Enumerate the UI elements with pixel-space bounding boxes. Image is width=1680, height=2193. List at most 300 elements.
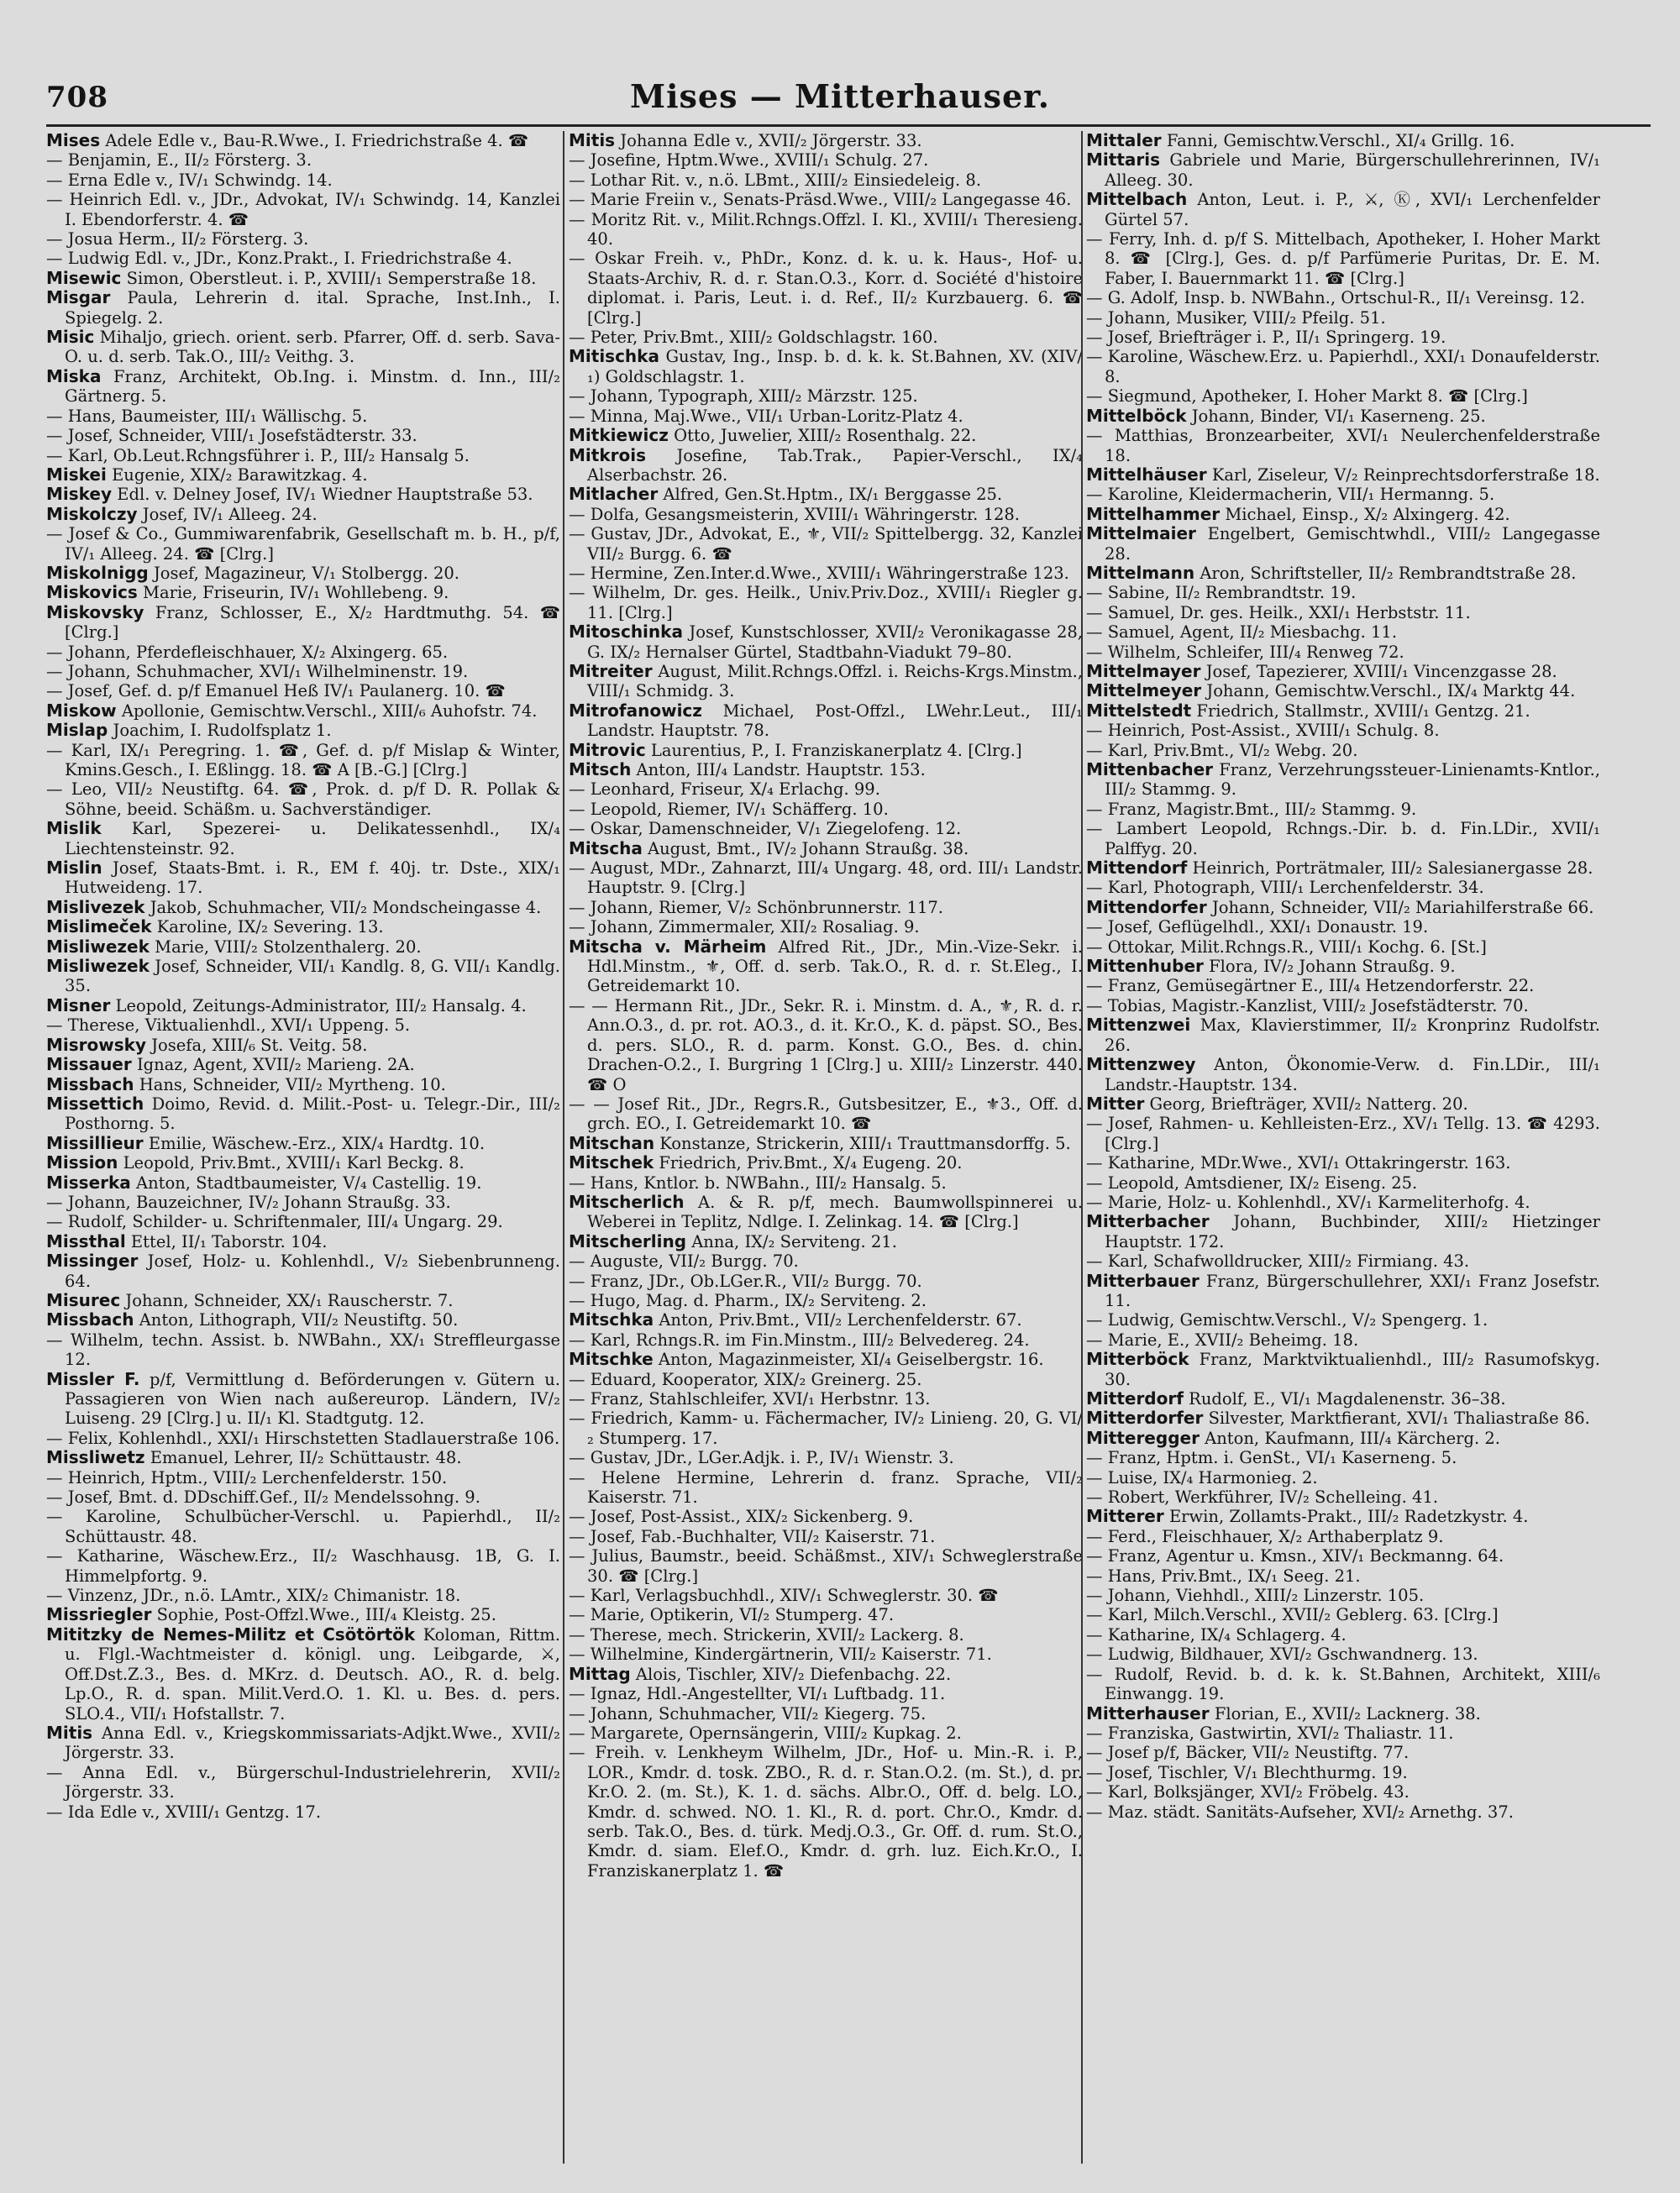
entry-details: — Josef, Bmt. d. DDschiff.Gef., II/₂ Mendelssohng. 9. — [46, 1487, 480, 1508]
directory-entry — [46, 1173, 560, 1193]
entry-details: — Rudolf, Revid. b. d. k. k. St.Bahnen, Architekt, XIII/₆ Einwangg. 19. — [1086, 1664, 1600, 1704]
entry-details: — Anna Edl. v., Bürgerschul-Industrielehrerin, XVII/₂ Jörgerstr. 33. — [46, 1762, 560, 1802]
entry-details: — Franz, Gemüsegärtner E., III/₄ Hetzendorferstr. 22. — [1086, 976, 1535, 996]
entry-details: Alfred, Gen.St.Hptm., IX/₁ Berggasse 25. — [663, 485, 1003, 505]
directory-entry — [46, 426, 560, 445]
entry-details: Johann, Binder, VI/₁ Kaserneng. 25. — [1191, 406, 1486, 426]
entry-surname: Missillieur — [46, 1132, 144, 1153]
entry-details: Doimo, Revid. d. Milit.-Post- u. Telegr.-Dir., III/₂ Posthorng. 5. — [65, 1094, 560, 1134]
directory-entry — [569, 839, 1083, 858]
directory-entry — [1086, 426, 1600, 465]
entry-details: — Karoline, Schulbücher-Verschl. u. Papierhdl., II/₂ Schüttaustr. 48. — [46, 1507, 560, 1546]
page-number: 708 — [46, 81, 108, 114]
directory-entry — [46, 1763, 560, 1802]
entry-details: — Ida Edle v., XVIII/₁ Gentzg. 17. — [46, 1802, 322, 1822]
entry-details: — Minna, Maj.Wwe., VII/₁ Urban-Loritz-Platz 4. — [569, 406, 963, 426]
directory-entry — [1086, 917, 1600, 936]
entry-surname: Mitkrois — [569, 444, 646, 465]
entry-details: — August, MDr., Zahnarzt, III/₄ Ungarg. 48, ord. III/₁ Landstr. Hauptstr. 9. [Clrg.] — [569, 858, 1083, 898]
directory-entry — [569, 1370, 1083, 1389]
entry-surname: Mitter — [1086, 1093, 1145, 1114]
column-divider-2 — [1081, 131, 1083, 2164]
directory-entry — [1086, 1173, 1600, 1193]
directory-entry — [1086, 1743, 1600, 1762]
directory-entry — [46, 819, 560, 858]
directory-entry — [1086, 1310, 1600, 1330]
entry-details: — Marie, Holz- u. Kohlenhdl., XV/₁ Karmeliterhofg. 4. — [1086, 1192, 1530, 1212]
entry-details: — Josef, Rahmen- u. Kehlleisten-Erz., XV/₁ Tellg. 13. ☎ 4293. [Clrg.] — [1086, 1114, 1600, 1153]
entry-details: Fanni, Gemischtw.Verschl., XI/₄ Grillg. 16. — [1166, 131, 1515, 150]
entry-details: — Peter, Priv.Bmt., XIII/₂ Goldschlagstr. 160. — [569, 328, 938, 348]
directory-entry — [46, 564, 560, 583]
entry-details: — Therese, mech. Strickerin, XVII/₂ Lackerg. 8. — [569, 1624, 964, 1645]
entry-surname: Mislin — [46, 858, 102, 879]
entry-details: — Hans, Priv.Bmt., IX/₁ Seeg. 21. — [1086, 1566, 1361, 1586]
entry-details: Anna Edl. v., Kriegskommissariats-Adjkt.Wwe., XVII/₂ Jörgerstr. 33. — [65, 1723, 560, 1763]
directory-entry — [569, 1094, 1083, 1134]
entry-details: — Josef, Post-Assist., XIX/₂ Sickenberg. 9. — [569, 1507, 914, 1527]
directory-entry — [569, 1625, 1083, 1645]
directory-entry — [1086, 1272, 1600, 1311]
entry-surname: Mislik — [46, 818, 102, 839]
entry-details: — Josef p/f, Bäcker, VII/₂ Neustiftg. 77. — [1086, 1743, 1410, 1763]
directory-entry — [1086, 1193, 1600, 1212]
entry-details: Koloman, Rittm. u. Flgl.-Wachtmeister d. königl. ung. Leibgarde, ⚔, Off.Dst.Z.3., Bes. d. MKrz. d. Deutsch. AO., R. d. belg. Lp.O., R. d. span. Milit.Verd.O. 1. Kl. u. Bes. d. pers. SLO.4., VII/₁ Hofstallstr. 7. — [65, 1624, 560, 1723]
entry-surname: Miskolczy — [46, 503, 138, 524]
entry-details: — Ottokar, Milit.Rchngs.R., VIII/₁ Kochg. 6. [St.] — [1086, 936, 1487, 957]
entry-details: — Rudolf, Schilder- u. Schriftenmaler, III/₄ Ungarg. 29. — [46, 1212, 503, 1232]
directory-entry — [1086, 1251, 1600, 1271]
directory-entry — [1086, 1782, 1600, 1802]
entry-details: Heinrich, Porträtmaler, III/₂ Salesianergasse 28. — [1192, 858, 1593, 879]
directory-entry — [1086, 701, 1600, 721]
entry-details: — Josef, Fab.-Buchhalter, VII/₂ Kaiserstr. 71. — [569, 1526, 936, 1546]
entry-surname: Missinger — [46, 1251, 139, 1272]
directory-entry — [46, 1448, 560, 1467]
directory-entry — [1086, 485, 1600, 504]
directory-entry — [1086, 1487, 1600, 1507]
directory-entry — [46, 1625, 560, 1723]
entry-details: — Lothar Rit. v., n.ö. LBmt., XIII/₂ Einsiedeleig. 8. — [569, 170, 982, 190]
directory-entry — [1086, 190, 1600, 229]
directory-entry — [569, 171, 1083, 190]
entry-details: Josef, IV/₁ Alleeg. 24. — [142, 504, 318, 524]
entry-details: Joachim, I. Rudolfsplatz 1. — [113, 721, 332, 741]
entry-surname: Mitschke — [569, 1349, 654, 1370]
entry-surname: Miskey — [46, 484, 113, 505]
entry-surname: Mittelmaier — [1086, 523, 1196, 544]
entry-details: — Heinrich, Post-Assist., XVIII/₁ Schulg. 8. — [1086, 721, 1440, 741]
directory-entry — [1086, 1409, 1600, 1428]
entry-surname: Mitlacher — [569, 484, 659, 505]
entry-surname: Mitis — [569, 131, 616, 150]
directory-entry — [1086, 819, 1600, 858]
directory-entry — [1086, 1507, 1600, 1526]
directory-entry — [46, 407, 560, 426]
entry-details: — Johann, Bauzeichner, IV/₂ Johann Straußg. 33. — [46, 1192, 451, 1212]
directory-entry — [1086, 328, 1600, 347]
directory-entry — [46, 465, 560, 485]
directory-entry — [569, 386, 1083, 406]
entry-surname: Mittendorf — [1086, 858, 1188, 879]
directory-entry — [46, 446, 560, 465]
entry-details: — Gustav, JDr., LGer.Adjk. i. P., IV/₁ Wienstr. 3. — [569, 1448, 954, 1468]
directory-entry — [1086, 1665, 1600, 1704]
entry-surname: Misgar — [46, 287, 111, 308]
directory-entry — [1086, 1586, 1600, 1605]
entry-details: Franz, Marktviktualienhdl., III/₂ Rasumofskyg. 30. — [1105, 1350, 1600, 1389]
entry-surname: Mitsch — [569, 759, 632, 779]
entry-details: Aron, Schriftsteller, II/₂ Rembrandtstraße 28. — [1200, 563, 1577, 583]
entry-details: p/f, Vermittlung d. Beförderungen v. Gütern u. Passagieren von Wien nach außereurop. Ländern, IV/₂ Luiseng. 29 [Clrg.] u. II/₁ Kl. Stadtgutg. 12. — [65, 1369, 560, 1429]
entry-details: Franz, Schlosser, E., X/₂ Hardtmuthg. 54. ☎ [Clrg.] — [65, 602, 560, 643]
entry-details: A. & R. p/f, mech. Baumwollspinnerei u. Weberei in Teplitz, Ndlge. I. Zelinkag. 14. ☎ [Clrg.] — [587, 1192, 1083, 1232]
directory-entry — [569, 407, 1083, 426]
entry-surname: Mitschka — [569, 1309, 654, 1330]
entry-details: — Karl, Bolksjänger, XVI/₂ Fröbelg. 43. — [1086, 1782, 1410, 1802]
entry-details: Florian, E., XVII/₂ Lacknerg. 38. — [1214, 1703, 1481, 1723]
directory-entry — [46, 741, 560, 780]
entry-details: — Karl, Milch.Verschl., XVII/₂ Geblerg. 63. [Clrg.] — [1086, 1605, 1499, 1625]
directory-entry — [1086, 1015, 1600, 1055]
entry-surname: Mitterdorf — [1086, 1388, 1184, 1409]
entry-surname: Misliwezek — [46, 956, 150, 977]
entry-details: Anton, Leut. i. P., ⚔, Ⓚ, XVI/₁ Lerchenfelder Gürtel 57. — [1105, 190, 1600, 229]
directory-entry — [46, 367, 560, 407]
entry-surname: Mission — [46, 1152, 118, 1173]
directory-entry — [569, 1605, 1083, 1624]
entry-details: — Samuel, Agent, II/₂ Miesbachg. 11. — [1086, 622, 1398, 643]
entry-surname: Mislap — [46, 720, 108, 741]
directory-entry — [569, 583, 1083, 622]
entry-surname: Mitschan — [569, 1132, 655, 1153]
directory-entry — [1086, 465, 1600, 485]
entry-details: — Felix, Kohlenhdl., XXI/₁ Hirschstetten Stadlauerstraße 106. — [46, 1428, 560, 1448]
entry-details: Anton, Kaufmann, III/₄ Kärcherg. 2. — [1205, 1428, 1500, 1448]
entry-details: — Marie, Optikerin, VI/₂ Stumperg. 47. — [569, 1605, 895, 1625]
entry-details: Adele Edle v., Bau-R.Wwe., I. Friedrichstraße 4. ☎ — [105, 131, 529, 150]
entry-details: — Wilhelm, Schleifer, III/₄ Renweg 72. — [1086, 642, 1404, 662]
entry-details: — Marie Freiin v., Senats-Präsd.Wwe., VIII/₂ Langegasse 46. — [569, 190, 1072, 210]
directory-entry — [569, 1468, 1083, 1508]
entry-details: — Katharine, Wäschew.Erz., II/₂ Waschhausg. 1B, G. I. Himmelpfortg. 9. — [46, 1546, 560, 1586]
directory-entry — [569, 1704, 1083, 1723]
directory-entry — [569, 1272, 1083, 1291]
entry-details: Eugenie, XIX/₂ Barawitzkag. 4. — [112, 464, 368, 485]
entry-details: — Ignaz, Hdl.-Angestellter, VI/₁ Luftbadg. 11. — [569, 1684, 946, 1704]
entry-surname: Missettich — [46, 1093, 144, 1114]
column-divider-1 — [563, 131, 564, 2164]
entry-surname: Mittaris — [1086, 150, 1160, 171]
directory-entry — [1086, 1468, 1600, 1487]
entry-details: — Johann, Typograph, XIII/₂ Märzstr. 125. — [569, 386, 918, 407]
entry-details: — Benjamin, E., II/₂ Försterg. 3. — [46, 150, 312, 171]
directory-entry — [46, 1802, 560, 1822]
directory-entry — [46, 1153, 560, 1173]
entry-details: — Karl, Schafwolldrucker, XIII/₂ Firmiang. 43. — [1086, 1251, 1470, 1272]
directory-entry — [569, 1310, 1083, 1330]
entry-details: — Johann, Schuhmacher, VII/₂ Kiegerg. 75. — [569, 1703, 927, 1723]
entry-surname: Miskow — [46, 700, 117, 721]
entry-details: — Wilhelmine, Kindergärtnerin, VII/₂ Kaiserstr. 71. — [569, 1645, 992, 1665]
entry-details: — Oskar Freih. v., PhDr., Konz. d. k. u. k. Haus-, Hof- u. Staats-Archiv, R. d. r. Stan.O.3., Korr. d. Société d'histoire diplomat. i. Paris, Leut. i. d. Ref., II/₂ Kurzbauerg. 6. ☎ [Clrg.] — [569, 249, 1083, 328]
directory-entry — [569, 701, 1083, 741]
directory-entry — [46, 171, 560, 190]
directory-entry — [46, 957, 560, 996]
directory-entry — [1086, 1625, 1600, 1645]
entry-details: Michael, Einsp., X/₂ Alxingerg. 42. — [1225, 504, 1510, 524]
directory-entry — [46, 779, 560, 819]
entry-details: — — Josef Rit., JDr., Regrs.R., Gutsbesitzer, E., ⚜3., Off. d. grch. EO., I. Getreidemarkt 10. ☎ — [569, 1094, 1083, 1134]
entry-details: — Franz, Hptm. i. GenSt., VI/₁ Kaserneng. 5. — [1086, 1448, 1457, 1468]
directory-entry — [1086, 1645, 1600, 1664]
entry-surname: Mittelhammer — [1086, 503, 1221, 524]
entry-details: Josef, Holz- u. Kohlenhdl., V/₂ Siebenbrunneng. 64. — [65, 1251, 560, 1291]
directory-entry — [569, 937, 1083, 996]
entry-details: Anton, III/₄ Landstr. Hauptstr. 153. — [636, 760, 926, 779]
entry-details: Jakob, Schuhmacher, VII/₂ Mondscheingasse 4. — [150, 897, 542, 917]
directory-entry — [569, 1743, 1083, 1881]
directory-entry — [46, 1330, 560, 1370]
directory-entry — [1086, 957, 1600, 976]
directory-entry — [1086, 1566, 1600, 1586]
entry-details: Emilie, Wäschew.-Erz., XIX/₄ Hardtg. 10. — [148, 1133, 486, 1153]
directory-entry — [569, 1389, 1083, 1409]
directory-entry — [46, 1134, 560, 1153]
directory-entry — [46, 1546, 560, 1586]
entry-details: Gabriele und Marie, Bürgerschullehrerinnen, IV/₁ Alleeg. 30. — [1105, 150, 1600, 190]
column-1 — [46, 131, 560, 2164]
entry-surname: Missthal — [46, 1230, 126, 1251]
header-rule — [46, 124, 1651, 127]
entry-surname: Misewic — [46, 267, 122, 288]
entry-details: Franz, Verzehrungssteuer-Linienamts-Kntlor., III/₂ Stammg. 9. — [1105, 760, 1600, 800]
entry-details: Anton, Ökonomie-Verw. d. Fin.LDir., III/₁ Landstr.-Hauptstr. 134. — [1105, 1055, 1600, 1094]
entry-details: — Josua Herm., II/₂ Försterg. 3. — [46, 229, 309, 249]
directory-entry — [46, 937, 560, 957]
entry-details: — Vinzenz, JDr., n.ö. LAmtr., XIX/₂ Chimanistr. 18. — [46, 1586, 461, 1606]
entry-details: — Johann, Riemer, V/₂ Schönbrunnerstr. 117. — [569, 897, 944, 917]
entry-details: — Johann, Viehhdl., XIII/₂ Linzerstr. 105. — [1086, 1586, 1425, 1606]
directory-entry — [46, 603, 560, 643]
directory-entry — [1086, 1763, 1600, 1782]
entry-surname: Mittelstedt — [1086, 700, 1192, 721]
entry-details: — Karl, Photograph, VIII/₁ Lerchenfelderstr. 34. — [1086, 878, 1484, 898]
entry-details: Franz, Architekt, Ob.Ing. i. Minstm. d. Inn., III/₂ Gärtnerg. 5. — [65, 366, 560, 407]
directory-entry — [46, 269, 560, 288]
directory-entry — [1086, 1723, 1600, 1743]
entry-details: — Leo, VII/₂ Neustiftg. 64. ☎, Prok. d. p/f D. R. Pollak & Söhne, beeid. Schäßm. u. Sachverständiger. — [46, 779, 560, 819]
entry-details: Paula, Lehrerin d. ital. Sprache, Inst.Inh., I. Spiegelg. 2. — [65, 288, 560, 328]
entry-details: — Johann, Schuhmacher, XVI/₁ Wilhelminenstr. 19. — [46, 661, 469, 681]
directory-entry — [569, 347, 1083, 386]
directory-entry — [46, 1251, 560, 1291]
directory-entry — [569, 426, 1083, 445]
entry-details: — Siegmund, Apotheker, I. Hoher Markt 8. ☎ [Clrg.] — [1086, 386, 1528, 407]
entry-surname: Miskolnigg — [46, 562, 149, 583]
directory-entry — [46, 701, 560, 721]
directory-entry — [569, 1173, 1083, 1193]
entry-details: Leopold, Priv.Bmt., XVIII/₁ Karl Beckg. 8. — [123, 1153, 465, 1173]
directory-entry — [46, 1507, 560, 1546]
entry-details: Karl, Ziseleur, V/₂ Reinprechtsdorferstraße 18. — [1211, 464, 1600, 485]
entry-details: Anton, Stadtbaumeister, V/₄ Castellig. 19. — [136, 1173, 482, 1193]
entry-details: — Leopold, Riemer, IV/₁ Schäfferg. 10. — [569, 799, 889, 819]
directory-entry — [46, 1212, 560, 1231]
entry-surname: Mittaler — [1086, 131, 1162, 150]
entry-surname: Mittenbacher — [1086, 759, 1214, 779]
directory-entry — [46, 249, 560, 268]
entry-details: Anton, Magazinmeister, XI/₄ Geiselbergstr. 16. — [658, 1350, 1044, 1370]
directory-entry — [46, 1429, 560, 1448]
entry-surname: Miskovics — [46, 582, 138, 603]
entry-details: Josef, Magazineur, V/₁ Stolbergg. 20. — [153, 563, 459, 583]
directory-entry — [46, 1193, 560, 1212]
directory-entry — [46, 1291, 560, 1310]
entry-details: Ignaz, Agent, XVII/₂ Marieng. 2A. — [136, 1055, 415, 1075]
directory-entry — [569, 760, 1083, 779]
entry-surname: Mislimeček — [46, 916, 152, 937]
directory-entry — [46, 229, 560, 249]
entry-surname: Mitscherling — [569, 1230, 687, 1251]
entry-surname: Misserka — [46, 1172, 131, 1193]
entry-details: Alfred Rit., JDr., Min.-Vize-Sekr. i. Hdl.Minstm., ⚜, Off. d. serb. Tak.O., R. d. r. St.Eleg., I. Getreidemarkt 10. — [587, 936, 1083, 996]
entry-details: — Ferd., Fleischhauer, X/₂ Arthaberplatz 9. — [1086, 1526, 1444, 1546]
entry-surname: Missauer — [46, 1054, 132, 1075]
directory-entry — [46, 1075, 560, 1094]
entry-details: — Matthias, Bronzearbeiter, XVI/₁ Neulerchenfelderstraße 18. — [1086, 426, 1600, 465]
directory-entry — [569, 1350, 1083, 1369]
directory-entry — [1086, 741, 1600, 760]
entry-details: — Karl, Ob.Leut.Rchngsführer i. P., III/₂ Hansalg 5. — [46, 445, 470, 465]
directory-entry — [46, 190, 560, 229]
directory-entry — [569, 996, 1083, 1094]
directory-entry — [569, 564, 1083, 583]
entry-details: Michael, Post-Offzl., LWehr.Leut., III/₁ Landstr. Hauptstr. 78. — [587, 700, 1083, 741]
directory-entry — [1086, 386, 1600, 406]
directory-entry — [1086, 308, 1600, 328]
directory-entry — [569, 131, 1083, 150]
entry-details: — Hermine, Zen.Inter.d.Wwe., XVIII/₁ Währingerstraße 123. — [569, 563, 1069, 583]
entry-details: — Josefine, Hptm.Wwe., XVIII/₁ Schulg. 27. — [569, 150, 929, 171]
entry-surname: Missliwetz — [46, 1447, 145, 1468]
entry-details: Josef, Tapezierer, XVIII/₁ Vincenzgasse 28. — [1205, 661, 1557, 681]
directory-entry — [46, 288, 560, 328]
directory-entry — [46, 858, 560, 898]
directory-entry — [1086, 662, 1600, 681]
entry-details: Johann, Schneider, XX/₁ Rauscherstr. 7. — [125, 1290, 454, 1310]
entry-surname: Mitterbacher — [1086, 1211, 1210, 1232]
entry-details: Friedrich, Stallmstr., XVIII/₁ Gentzg. 21. — [1196, 700, 1530, 721]
entry-details: — Hugo, Mag. d. Pharm., IX/₂ Serviteng. 2. — [569, 1290, 927, 1310]
entry-details: Konstanze, Strickerin, XIII/₁ Trauttmansdorffg. 5. — [659, 1133, 1071, 1153]
directory-entry — [569, 1665, 1083, 1684]
directory-entry — [1086, 603, 1600, 622]
directory-entry — [1086, 1448, 1600, 1467]
entry-surname: Misliwezek — [46, 936, 150, 957]
entry-details: — Gustav, JDr., Advokat, E., ⚜, VII/₂ Spittelbergg. 32, Kanzlei VII/₂ Burgg. 6. ☎ — [569, 524, 1083, 564]
entry-details: Ettel, II/₁ Taborstr. 104. — [130, 1231, 328, 1251]
entry-details: Sophie, Post-Offzl.Wwe., III/₄ Kleistg. 25. — [156, 1605, 496, 1625]
directory-entry — [1086, 1055, 1600, 1094]
entry-surname: Miskovsky — [46, 601, 144, 622]
entry-surname: Misurec — [46, 1289, 121, 1310]
entry-details: — Oskar, Damenschneider, V/₁ Ziegelofeng. 12. — [569, 819, 962, 839]
entry-details: Apollonie, Gemischtw.Verschl., XIII/₆ Auhofstr. 74. — [121, 700, 538, 721]
directory-entry — [1086, 622, 1600, 642]
directory-entry — [569, 1684, 1083, 1703]
entry-details: — Samuel, Dr. ges. Heilk., XXI/₁ Herbststr. 11. — [1086, 602, 1471, 622]
directory-entry — [569, 150, 1083, 170]
entry-details: — Johann, Pferdefleischhauer, X/₂ Alxingerg. 65. — [46, 642, 449, 662]
directory-entry — [1086, 150, 1600, 190]
entry-surname: Mitschek — [569, 1152, 654, 1173]
directory-entry — [569, 505, 1083, 524]
entry-details: Hans, Schneider, VII/₂ Myrtheng. 10. — [139, 1074, 446, 1094]
directory-entry — [1086, 288, 1600, 307]
entry-surname: Missbach — [46, 1073, 134, 1094]
directory-entry — [569, 328, 1083, 347]
directory-entry — [46, 1487, 560, 1507]
entry-details: — Eduard, Kooperator, XIX/₂ Greinerg. 25. — [569, 1369, 922, 1389]
entry-details: Marie, VIII/₂ Stolzenthalerg. 20. — [155, 936, 422, 957]
entry-surname: Mittenhuber — [1086, 956, 1204, 977]
entry-surname: Misrowsky — [46, 1034, 146, 1055]
directory-entry — [1086, 1546, 1600, 1566]
entry-details: Erwin, Zollamts-Prakt., III/₂ Radetzkystr. 4. — [1168, 1507, 1529, 1527]
directory-entry — [46, 505, 560, 524]
entry-details: — Hans, Kntlor. b. NWBahn., III/₂ Hansalg. 5. — [569, 1173, 947, 1193]
directory-entry — [569, 524, 1083, 564]
directory-entry — [1086, 347, 1600, 386]
directory-entry — [46, 917, 560, 936]
directory-entry — [46, 643, 560, 662]
entry-surname: Mitscha v. Märheim — [569, 936, 767, 957]
entry-details: — G. Adolf, Insp. b. NWBahn., Ortschul-R., II/₁ Vereinsg. 12. — [1086, 288, 1585, 308]
directory-entry — [1086, 937, 1600, 957]
directory-entry — [569, 662, 1083, 701]
directory-entry — [569, 1291, 1083, 1310]
running-head: Mises — Mitterhauser. — [630, 77, 1050, 115]
entry-surname: Mittelböck — [1086, 405, 1187, 426]
directory-entry — [569, 1645, 1083, 1664]
entry-details: — Auguste, VII/₂ Burgg. 70. — [569, 1251, 799, 1272]
entry-surname: Mitrofanowicz — [569, 700, 702, 721]
entry-details: — Josef, Tischler, V/₁ Blechthurmg. 19. — [1086, 1762, 1408, 1782]
entry-details: Franz, Bürgerschullehrer, XXI/₁ Franz Josefstr. 11. — [1105, 1271, 1600, 1310]
directory-entry — [569, 800, 1083, 819]
directory-entry — [1086, 721, 1600, 740]
directory-entry — [46, 1310, 560, 1330]
directory-entry — [46, 898, 560, 917]
directory-entry — [46, 662, 560, 681]
entry-surname: Mitis — [46, 1722, 93, 1743]
entry-details: Johanna Edle v., XVII/₂ Jörgerstr. 33. — [620, 131, 922, 150]
directory-entry — [569, 741, 1083, 760]
directory-entry — [569, 1193, 1083, 1232]
entry-details: — Karoline, Wäschew.Erz. u. Papierhdl., XXI/₁ Donaufelderstr. 8. — [1086, 347, 1600, 386]
entry-surname: Mitscherlich — [569, 1191, 685, 1212]
entry-surname: Mittag — [569, 1663, 631, 1684]
directory-entry — [1086, 858, 1600, 878]
directory-entry — [46, 1605, 560, 1624]
entry-details: — Ludwig Edl. v., JDr., Konz.Prakt., I. Friedrichstraße 4. — [46, 249, 512, 269]
directory-entry — [1086, 800, 1600, 819]
entry-surname: Missler F. — [46, 1368, 140, 1389]
entry-details: Edl. v. Delney Josef, IV/₁ Wiedner Hauptstraße 53. — [117, 485, 533, 505]
directory-entry — [569, 1153, 1083, 1173]
entry-surname: Mittenzwei — [1086, 1015, 1191, 1036]
